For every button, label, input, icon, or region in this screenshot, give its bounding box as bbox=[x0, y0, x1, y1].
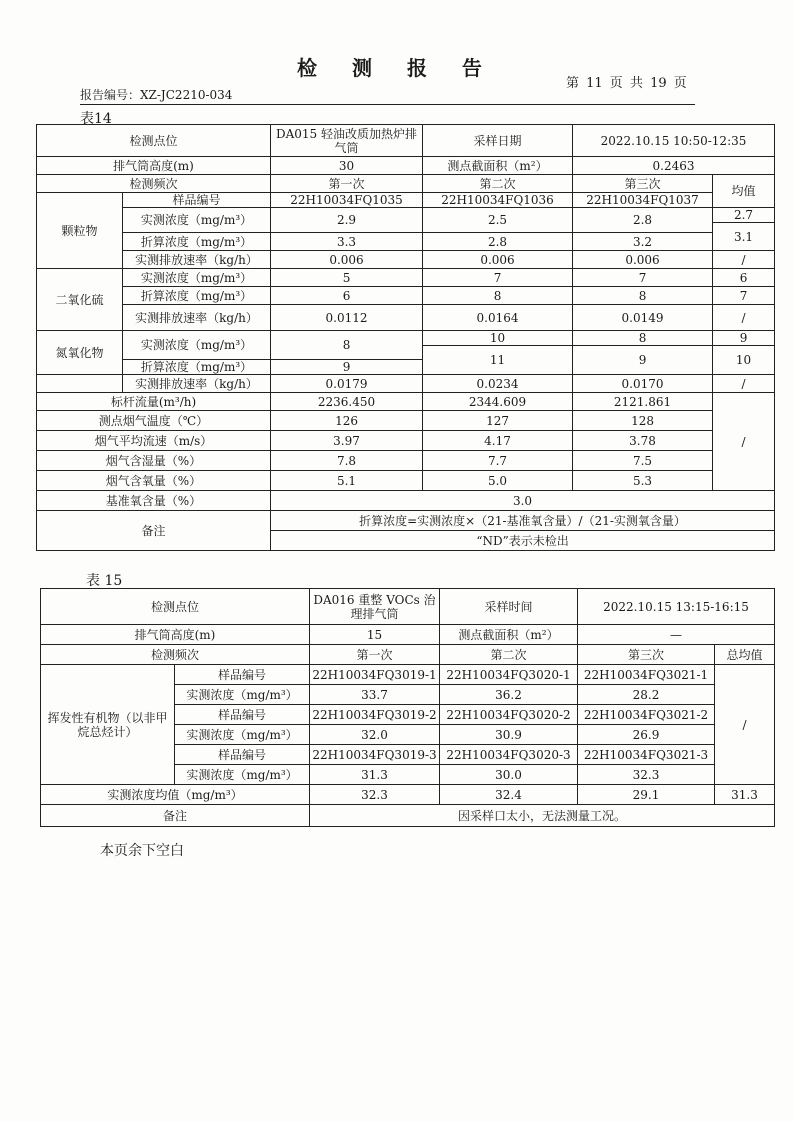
t14-so2-conc-label: 实测浓度（mg/m³） bbox=[123, 269, 271, 287]
t14-so2-group: 二氧化硫 bbox=[37, 269, 123, 331]
t14-pm-calc-2: 2.8 bbox=[423, 233, 573, 251]
t15-time-value: 2022.10.15 13:15-16:15 bbox=[578, 589, 775, 625]
t14-remark-label: 备注 bbox=[37, 511, 271, 551]
t14-moist-1: 7.8 bbox=[271, 451, 423, 471]
t14-so2-conc-2: 7 bbox=[423, 269, 573, 287]
t14-pm-rate-label: 实测排放速率（kg/h） bbox=[123, 251, 271, 269]
t14-moist-label: 烟气含湿量（%） bbox=[37, 451, 271, 471]
report-number: 报告编号：XZ-JC2210-034 bbox=[80, 88, 233, 102]
t15-r3-3: 22H10034FQ3021-3 bbox=[578, 745, 715, 765]
t15-r1-3: 22H10034FQ3021-1 bbox=[578, 665, 715, 685]
t15-c3-3: 32.3 bbox=[578, 765, 715, 785]
t14-nox-avg-1: 10 bbox=[713, 346, 775, 375]
t15-r3-1: 22H10034FQ3019-3 bbox=[310, 745, 440, 765]
t15-mean-1: 32.3 bbox=[310, 785, 440, 805]
t14-nox-rate-label: 实测排放速率（kg/h） bbox=[123, 375, 271, 393]
t14-temp-label: 测点烟气温度（℃） bbox=[37, 411, 271, 431]
t15-run-2: 第二次 bbox=[440, 645, 578, 665]
t15-height-value: 15 bbox=[310, 625, 440, 645]
t14-pm-rate-2: 0.006 bbox=[423, 251, 573, 269]
t15-mean-3: 29.1 bbox=[578, 785, 715, 805]
t14-flow-3: 128 bbox=[573, 411, 713, 431]
t14-pm-calc-1: 3.3 bbox=[271, 233, 423, 251]
t15-r2-1: 22H10034FQ3019-2 bbox=[310, 705, 440, 725]
t14-pm-conc-label: 实测浓度（mg/m³） bbox=[123, 208, 271, 233]
t15-sample-label-3: 样品编号 bbox=[175, 745, 310, 765]
t15-slash: / bbox=[715, 665, 775, 785]
t14-pm-rate-1: 0.006 bbox=[271, 251, 423, 269]
t14-so2-avg-1: 7 bbox=[713, 287, 775, 305]
t14-nox-conc-label: 实测浓度（mg/m³） bbox=[123, 331, 271, 360]
t14-pm-rate-3: 0.006 bbox=[573, 251, 713, 269]
t15-area-value: — bbox=[578, 625, 775, 645]
t14-nox-rate-2: 2344.609 bbox=[423, 393, 573, 411]
t14-pm-avg-3: / bbox=[713, 251, 775, 269]
t14-so2-rate-1: 0.0112 bbox=[271, 305, 423, 331]
t14-so2-avg-3: 9 bbox=[713, 331, 775, 346]
page-end-note: 本页余下空白 bbox=[100, 843, 184, 859]
t14-nox-conc-3: 9 bbox=[573, 346, 713, 375]
t15-c1-3: 28.2 bbox=[578, 685, 715, 705]
t14-so2-rate-label: 实测排放速率（kg/h） bbox=[123, 305, 271, 331]
t15-area-label: 测点截面积（m²） bbox=[440, 625, 578, 645]
t15-c1-2: 36.2 bbox=[440, 685, 578, 705]
t15-run-1: 第一次 bbox=[310, 645, 440, 665]
t15-voc-group: 挥发性有机物（以非甲烷总烃计） bbox=[41, 665, 175, 785]
t14-pm-sample-3: 22H10034FQ1037 bbox=[573, 193, 713, 208]
t14-so2-calc-label: 折算浓度（mg/m³） bbox=[123, 287, 271, 305]
t14-so2-calc-2: 8 bbox=[423, 287, 573, 305]
t14-point-label: 检测点位 bbox=[37, 125, 271, 157]
t15-c1-1: 33.7 bbox=[310, 685, 440, 705]
t14-area-value: 0.2463 bbox=[573, 157, 775, 175]
t14-flow-label: 标杆流量(m³/h) bbox=[37, 393, 271, 411]
t14-point-value: DA015 轻油改质加热炉排气筒 bbox=[271, 125, 423, 157]
t14-pm-avg-1: 2.7 bbox=[713, 208, 775, 223]
t14-slash: / bbox=[713, 393, 775, 491]
t14-pm-conc-2: 2.5 bbox=[423, 208, 573, 233]
t14-base-o2-label: 基准氧含量（%） bbox=[37, 491, 271, 511]
t15-height-label: 排气筒高度(m) bbox=[41, 625, 310, 645]
t15-run-3: 第三次 bbox=[578, 645, 715, 665]
t14-nox-group: 氮氧化物 bbox=[37, 331, 123, 375]
t14-avg-label: 均值 bbox=[713, 175, 775, 208]
t15-point-value: DA016 重整 VOCs 治理排气筒 bbox=[310, 589, 440, 625]
t14-vel-1: 3.97 bbox=[271, 431, 423, 451]
t14-vel-3: 7.5 bbox=[573, 451, 713, 471]
t14-so2-extra-3: 8 bbox=[573, 331, 713, 346]
t15-r2-2: 22H10034FQ3020-2 bbox=[440, 705, 578, 725]
t14-so2-conc-3: 7 bbox=[573, 269, 713, 287]
t14-base-o2-value: 3.0 bbox=[271, 491, 775, 511]
t14-height-value: 30 bbox=[271, 157, 423, 175]
report-title: 检 测 报 告 bbox=[297, 56, 496, 80]
t15-r3-2: 22H10034FQ3020-3 bbox=[440, 745, 578, 765]
t14-pm-avg-4: 6 bbox=[713, 269, 775, 287]
t14-temp-3: 3.78 bbox=[573, 431, 713, 451]
t15-r1-2: 22H10034FQ3020-1 bbox=[440, 665, 578, 685]
t14-area-label: 测点截面积（m²） bbox=[423, 157, 573, 175]
t15-conc-label-2: 实测浓度（mg/m³） bbox=[175, 725, 310, 745]
t14-so2-calc-1: 6 bbox=[271, 287, 423, 305]
t14-pm-conc-3: 2.8 bbox=[573, 208, 713, 233]
t14-nox-conc-2: 11 bbox=[423, 346, 573, 375]
t14-nox-calc-1: 9 bbox=[271, 360, 423, 375]
t15-c3-2: 30.0 bbox=[440, 765, 578, 785]
t14-so2-calc-3: 8 bbox=[573, 287, 713, 305]
t14-so2-rate-2: 0.0164 bbox=[423, 305, 573, 331]
t14-nox-calc-3: 0.0170 bbox=[573, 375, 713, 393]
t15-c2-2: 30.9 bbox=[440, 725, 578, 745]
t15-freq-label: 检测频次 bbox=[41, 645, 310, 665]
t14-date-value: 2022.10.15 10:50-12:35 bbox=[573, 125, 775, 157]
t15-r2-3: 22H10034FQ3021-2 bbox=[578, 705, 715, 725]
t14-nox-rate-3: 2121.861 bbox=[573, 393, 713, 411]
t15-point-label: 检测点位 bbox=[41, 589, 310, 625]
table15-caption: 表 15 bbox=[86, 573, 123, 589]
t15-conc-label-1: 实测浓度（mg/m³） bbox=[175, 685, 310, 705]
table14 bbox=[36, 124, 775, 551]
header-divider bbox=[80, 104, 695, 105]
t14-pm-sample-label: 样品编号 bbox=[123, 193, 271, 208]
t14-o2-1: 5.1 bbox=[271, 471, 423, 491]
t14-vel-label: 烟气平均流速（m/s） bbox=[37, 431, 271, 451]
t14-freq-label: 检测频次 bbox=[37, 175, 271, 193]
t14-date-label: 采样日期 bbox=[423, 125, 573, 157]
t14-so2-extra-2: 10 bbox=[423, 331, 573, 346]
t15-c3-1: 31.3 bbox=[310, 765, 440, 785]
t14-pm-sample-1: 22H10034FQ1035 bbox=[271, 193, 423, 208]
t15-sample-label-2: 样品编号 bbox=[175, 705, 310, 725]
t15-mean-2: 32.4 bbox=[440, 785, 578, 805]
t15-conc-label-3: 实测浓度（mg/m³） bbox=[175, 765, 310, 785]
table14-caption: 表14 bbox=[80, 111, 112, 127]
t14-pm-calc-label: 折算浓度（mg/m³） bbox=[123, 233, 271, 251]
t14-pm-conc-1: 2.9 bbox=[271, 208, 423, 233]
t15-avg-label: 总均值 bbox=[715, 645, 775, 665]
t15-r1-1: 22H10034FQ3019-1 bbox=[310, 665, 440, 685]
table15 bbox=[40, 588, 775, 827]
t14-run-1: 第一次 bbox=[271, 175, 423, 193]
t14-flow-2: 127 bbox=[423, 411, 573, 431]
t14-so2-avg-2: / bbox=[713, 305, 775, 331]
t14-o2-label: 烟气含氧量（%） bbox=[37, 471, 271, 491]
t14-pm-calc-3: 3.2 bbox=[573, 233, 713, 251]
t14-nox-calc-label: 折算浓度（mg/m³） bbox=[123, 360, 271, 375]
t15-c2-1: 32.0 bbox=[310, 725, 440, 745]
t14-so2-rate-3: 0.0149 bbox=[573, 305, 713, 331]
t14-temp-1: 126 bbox=[271, 411, 423, 431]
t14-run-3: 第三次 bbox=[573, 175, 713, 193]
t14-pm-avg-2: 3.1 bbox=[713, 223, 775, 251]
t14-vel-2: 7.7 bbox=[423, 451, 573, 471]
t14-remark-2: “ND”表示未检出 bbox=[271, 531, 775, 551]
t14-moist-2: 5.0 bbox=[423, 471, 573, 491]
t14-nox-avg-2: / bbox=[713, 375, 775, 393]
t14-remark-1: 折算浓度=实测浓度×（21-基准氧含量）/（21-实测氧含量） bbox=[271, 511, 775, 531]
t14-temp-2: 4.17 bbox=[423, 431, 573, 451]
t14-nox-conc-1: 8 bbox=[271, 331, 423, 360]
t14-height-label: 排气筒高度(m) bbox=[37, 157, 271, 175]
t14-flow-1: 2236.450 bbox=[271, 393, 423, 411]
t14-moist-3: 5.3 bbox=[573, 471, 713, 491]
t15-sample-label-1: 样品编号 bbox=[175, 665, 310, 685]
t15-time-label: 采样时间 bbox=[440, 589, 578, 625]
t14-so2-conc-1: 5 bbox=[271, 269, 423, 287]
t15-remark: 因采样口太小，无法测量工况。 bbox=[310, 805, 775, 827]
t15-mean-total: 31.3 bbox=[715, 785, 775, 805]
t14-nox-rate-1: 0.0179 bbox=[271, 375, 423, 393]
t15-c2-3: 26.9 bbox=[578, 725, 715, 745]
t14-run-2: 第二次 bbox=[423, 175, 573, 193]
t14-pm-group: 颗粒物 bbox=[37, 193, 123, 269]
t15-remark-label: 备注 bbox=[41, 805, 310, 827]
t15-mean-label: 实测浓度均值（mg/m³） bbox=[41, 785, 310, 805]
t14-nox-calc-2: 0.0234 bbox=[423, 375, 573, 393]
t14-pm-sample-2: 22H10034FQ1036 bbox=[423, 193, 573, 208]
page-number: 第 11 页 共 19 页 bbox=[566, 76, 687, 91]
